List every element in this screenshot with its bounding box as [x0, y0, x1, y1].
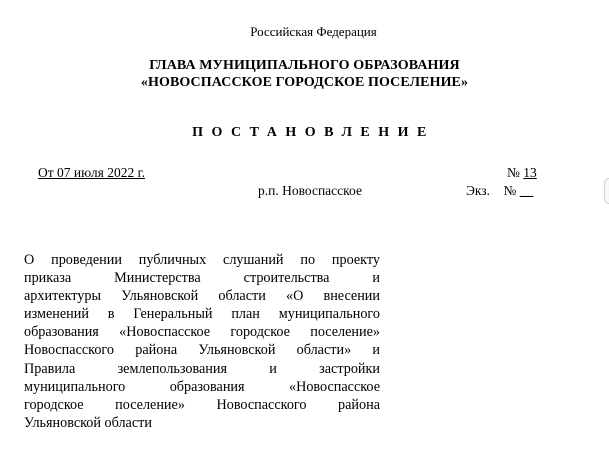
number-label: №: [507, 165, 520, 180]
country-name: Российская Федерация: [250, 24, 377, 39]
subject-line: изменений в Генеральный план муниципального: [24, 306, 380, 323]
document-subject: [24, 251, 380, 432]
municipality-name: «НОВОСПАССКОЕ ГОРОДСКОЕ ПОСЕЛЕНИЕ»: [140, 75, 469, 90]
subject-line: Правила землепользования и застройки: [24, 360, 380, 377]
subject-line: приказа Министерства строительства и: [24, 270, 380, 287]
document-date: От 07 июля 2022 г.: [38, 165, 145, 180]
copy-label: Экз.: [466, 183, 491, 198]
subject-line: архитектуры Ульяновской области «О внесении: [24, 288, 380, 305]
subject-line: О проведении публичных слушаний по проекту: [24, 252, 380, 268]
scroll-handle[interactable]: [604, 178, 609, 204]
document-type: ПОСТАНОВЛЕНИЕ: [192, 125, 435, 140]
document-place: р.п. Новоспасское: [258, 183, 362, 198]
subject-line: муниципального образования «Новоспасское: [24, 378, 380, 395]
subject-line: образования «Новоспасское городское поселение»: [24, 324, 380, 341]
document-number: [507, 165, 537, 181]
subject-line: Ульяновской области: [24, 414, 152, 431]
subject-line: Новоспасского района Ульяновской области» и: [24, 342, 380, 359]
copy-number: [466, 183, 533, 199]
number-value: 13: [523, 165, 537, 180]
copy-number-value: __: [519, 183, 534, 198]
copy-number-label: №: [503, 183, 517, 198]
subject-line: городское поселение» Новоспасского района: [24, 396, 380, 413]
authority-title: ГЛАВА МУНИЦИПАЛЬНОГО ОБРАЗОВАНИЯ: [149, 58, 460, 73]
